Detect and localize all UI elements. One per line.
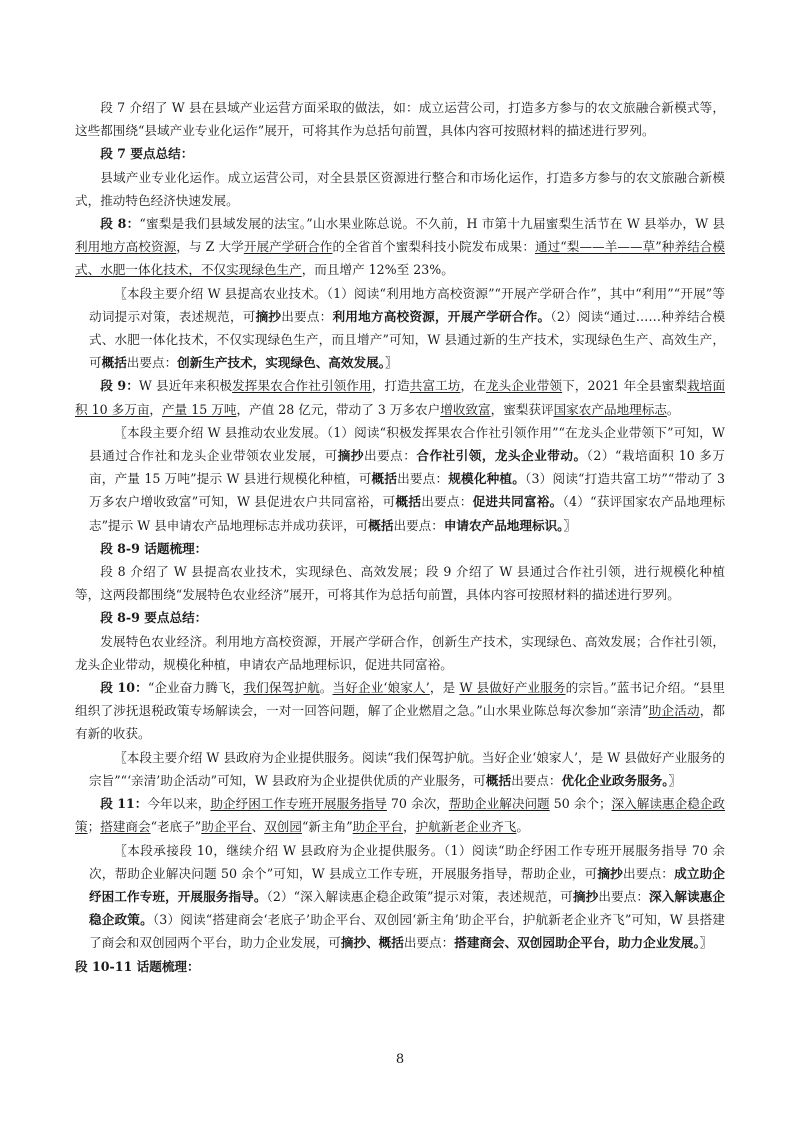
text-run: 。 [666, 401, 680, 417]
bold-text: 摘抄 [572, 888, 599, 904]
text-run: ， [403, 819, 416, 835]
bold-text: 概括 [485, 772, 512, 788]
text-run: 段 7 介绍了 W 县在县域产业运营方面采取的做法，如：成立运营公司，打造多方参与的农文旅融合新模式等，这些都围绕“县域产业专业化运作”展开，可将其作为总括句前置，具体内容可按照材料的描述进行罗列。 [75, 100, 725, 139]
text-run: 〖本段主要介绍 W 县推动农业发展。（1）阅读“积极发挥果农合作社引领作用”“在龙头企业带领下”可知，W 县通过合作社和龙头企业带领农业发展，可 [89, 424, 725, 464]
bold-text: 段 11： [100, 796, 148, 812]
text-run: ，而且增产 12%至 23%。 [301, 262, 454, 278]
underlined-text: 双创园 [264, 819, 302, 835]
text-run: 〖本段承接段 10，继续介绍 W 县政府为企业提供服务。（1）阅读“助企纾困工作专班开展服务指导 70 余次，帮助企业解决问题 50 余个”可知，W 县成立工作专班，开展服务指导，帮助企业，可 [89, 842, 725, 881]
text-run: 70 余次， [386, 796, 449, 812]
text-run: 出要点： [363, 448, 417, 464]
material-para-10 [75, 676, 725, 746]
para-8-9-summary-heading [75, 606, 725, 629]
para-8-9-topic-heading [75, 537, 725, 560]
bold-text: 优化企业政务服务。 [561, 772, 669, 788]
bold-text: 段 10： [100, 680, 148, 696]
underlined-text: 助企平台 [352, 819, 404, 835]
text-run: “企业奋力腾飞， [147, 680, 244, 696]
bold-text: 合作社引领，龙头企业带动。 [416, 448, 587, 464]
bold-text: 申请农产品地理标识。 [443, 517, 564, 533]
annotation-para-9 [89, 421, 725, 537]
underlined-text: 助企平台 [201, 819, 252, 835]
text-run: 发展特色农业经济。利用地方高校资源，开展产学研合作，创新生产技术，实现绿色、高效发展；合作社引领，龙头企业带动，规模化种植，申请农产品地理标识，促进共同富裕。 [75, 633, 725, 672]
text-run: 出要点： [403, 935, 455, 951]
bold-text: 段 9： [100, 378, 139, 394]
page-number: 8 [395, 1052, 405, 1067]
bold-text: 摘抄 [255, 308, 282, 324]
bold-text: 搭建商会、双创园助企平台，助力企业发展。 [454, 935, 700, 951]
bold-text: 概括 [395, 494, 422, 510]
para-7-summary [75, 166, 725, 212]
underlined-text: 护航新老企业齐飞 [415, 819, 517, 835]
text-run: 〖本段主要介绍 W 县政府为企业提供服务。阅读“我们保驾护航。当好企业‘娘家人’，是 W 县做好产业服务的宗旨”“‘亲清’助企活动”可知，W 县政府为企业提供优质的产业服务，可 [89, 749, 725, 788]
para-8-9-summary [75, 630, 725, 676]
bold-text: 摘抄 [597, 865, 623, 881]
text-run: 出要点： [622, 865, 675, 881]
text-run: ，蜜梨获评 [490, 401, 554, 417]
text-run: 。 [319, 680, 333, 696]
annotation-para-11 [89, 839, 725, 955]
para-8-9-topic [75, 560, 725, 606]
text-run: 50 余个； [549, 796, 612, 812]
bold-text: 规模化种植。 [448, 471, 525, 487]
underlined-text: 通过“梨——羊——草”种养结合模式、水肥一体化技术，不仅实现绿色生产 [75, 239, 726, 278]
text-run: ，打造 [371, 378, 410, 394]
text-run: ，与 Z 大学 [176, 239, 244, 255]
page-body [75, 96, 725, 978]
underlined-text: 深入解读惠企稳企政策 [75, 796, 726, 835]
text-run: ，产值 28 亿元，带动了 3 万多农户 [236, 401, 441, 417]
text-run: 出要点： [393, 517, 444, 533]
text-run: （3）阅读“打造共富工坊”“带动了 3 万多农户增收致富”可知，W 县促进农户共同富裕，可 [89, 471, 726, 510]
bold-text: 利用地方高校资源，开展产学研合作。 [332, 308, 551, 324]
text-run: 出要点： [281, 308, 333, 324]
text-run: 〖本段主要介绍 W 县提高农业技术。（1）阅读“利用地方高校资源”“开展产学研合作”，其中“利用”“开展”等动词提示对策，表述规范，可 [89, 285, 725, 324]
bold-text: 段 8-9 要点总结： [100, 610, 208, 626]
text-run: ，都有新的收获。 [75, 703, 726, 742]
text-run: （2）阅读“通过……种养结合模式、水肥一体化技术，不仅实现绿色生产，而且增产”可知，W 县通过新的生产技术，实现绿色生产、高效生产，可 [89, 308, 726, 371]
text-run: ； [87, 819, 101, 835]
text-run: （2）“深入解读惠企稳企政策”提示对策，表述规范，可 [266, 888, 573, 904]
text-run: 。 [516, 819, 529, 835]
underlined-text: 栽培面积 10 多万亩 [75, 378, 726, 417]
text-run: 出要点： [598, 888, 650, 904]
text-run: ，在 [460, 378, 486, 394]
bold-text: 概括 [101, 355, 127, 371]
para-10-11-topic-heading [75, 955, 725, 978]
bold-text: 概括 [368, 517, 394, 533]
material-para-11 [75, 792, 725, 838]
text-run: 的宗旨。”蓝书记介绍。“县里组织了涉抚退税政策专场解读会，一对一回答问题，解了企业燃眉之急。”山水果业陈总每次参加“亲清” [75, 680, 725, 719]
underlined-text: 国家农产品地理标志 [553, 401, 667, 417]
text-run: 出要点： [126, 355, 178, 371]
underlined-text: 当好企业‘娘家人’ [332, 680, 430, 696]
bold-text: 段 10-11 话题梳理： [75, 958, 200, 974]
text-run: 县域产业专业化运作。成立运营公司，对全县景区资源进行整合和市场化运作，打造多方参与的农文旅融合新模式，推动特色经济快速发展。 [75, 169, 725, 208]
text-run: 今年以来， [147, 796, 211, 812]
text-run: 〗 [699, 935, 713, 951]
text-run: ，是 [429, 680, 460, 696]
para-7-topic [75, 96, 725, 142]
bold-text: 创新生产技术，实现绿色、高效发展。 [177, 355, 385, 371]
underlined-text: 助企纾困工作专班开展服务指导 [210, 796, 387, 812]
material-para-8 [75, 212, 725, 282]
underlined-text: 发挥果农合作社引领作用 [232, 378, 372, 394]
underlined-text: 开展产学研合作 [243, 239, 333, 255]
bold-text: 摘抄、概括 [340, 935, 404, 951]
annotation-para-8 [89, 282, 725, 375]
bold-text: 概括 [371, 471, 398, 487]
bold-text: 深入解读惠企稳企政策。 [89, 888, 726, 928]
underlined-text: 增收致富 [440, 401, 491, 417]
underlined-text: 搭建商会 [100, 819, 151, 835]
text-run: 〗 [563, 517, 577, 533]
text-run: 段 8 介绍了 W 县提高农业技术，实现绿色、高效发展；段 9 介绍了 W 县通过合作社引领，进行规模化种植等，这两段都围绕“发展特色农业经济”展开，可将其作为总括句前置，具体内容可按照材料的描述进行罗列。 [75, 564, 725, 603]
material-para-9 [75, 374, 725, 420]
text-run: 〗 [668, 772, 682, 788]
text-run: W 县近年来积极 [138, 378, 233, 394]
bold-text: 段 8： [100, 216, 140, 232]
underlined-text: 利用地方高校资源 [75, 239, 177, 255]
text-run: 出要点： [397, 471, 449, 487]
text-run: 下，2021 年全县蜜梨 [562, 378, 688, 394]
bold-text: 摘抄 [337, 448, 364, 464]
underlined-text: 产量 15 万吨 [162, 401, 237, 417]
underlined-text: 共富工坊 [409, 378, 461, 394]
text-run: 出要点： [421, 494, 473, 510]
para-7-summary-heading [75, 142, 725, 165]
text-run: “老底子” [150, 819, 202, 835]
text-run: 的全省首个蜜梨科技小院发布成果： [332, 239, 535, 255]
text-run: （2）“栽培面积 10 多万亩，产量 15 万吨”提示 W 县进行规模化种植，可 [89, 448, 725, 487]
underlined-text: 龙头企业带领 [485, 378, 563, 394]
bold-text: 促进共同富裕。 [472, 494, 563, 510]
bold-text: 段 7 要点总结： [100, 146, 194, 162]
underlined-text: 我们保驾护航 [243, 680, 320, 696]
underlined-text: W 县做好产业服务 [459, 680, 566, 696]
text-run: 〗 [384, 355, 398, 371]
underlined-text: 助企活动 [648, 703, 700, 719]
text-run: 、 [251, 819, 265, 835]
text-run: （3）阅读“搭建商会‘老底子’助企平台、双创园‘新主角’助企平台，护航新老企业齐飞”可知，W 县搭建了商会和双创园两个平台，助力企业发展，可 [89, 912, 726, 951]
text-run: “蜜梨是我们县域发展的法宝。”山水果业陈总说。不久前，H 市第十九届蜜梨生活节在 W 县举办，W 县 [139, 216, 725, 232]
bold-text: 段 8-9 话题梳理： [100, 540, 208, 556]
text-run: （4）“获评国家农产品地理标志”提示 W 县申请农产品地理标志并成功获评，可 [89, 494, 726, 533]
underlined-text: 帮助企业解决问题 [448, 796, 550, 812]
text-run: ， [149, 401, 163, 417]
bold-text: 成立助企纾困工作专班，开展服务指导。 [89, 865, 726, 904]
annotation-para-10 [89, 746, 725, 792]
text-run: 出要点： [511, 772, 562, 788]
text-run: “新主角” [301, 819, 353, 835]
